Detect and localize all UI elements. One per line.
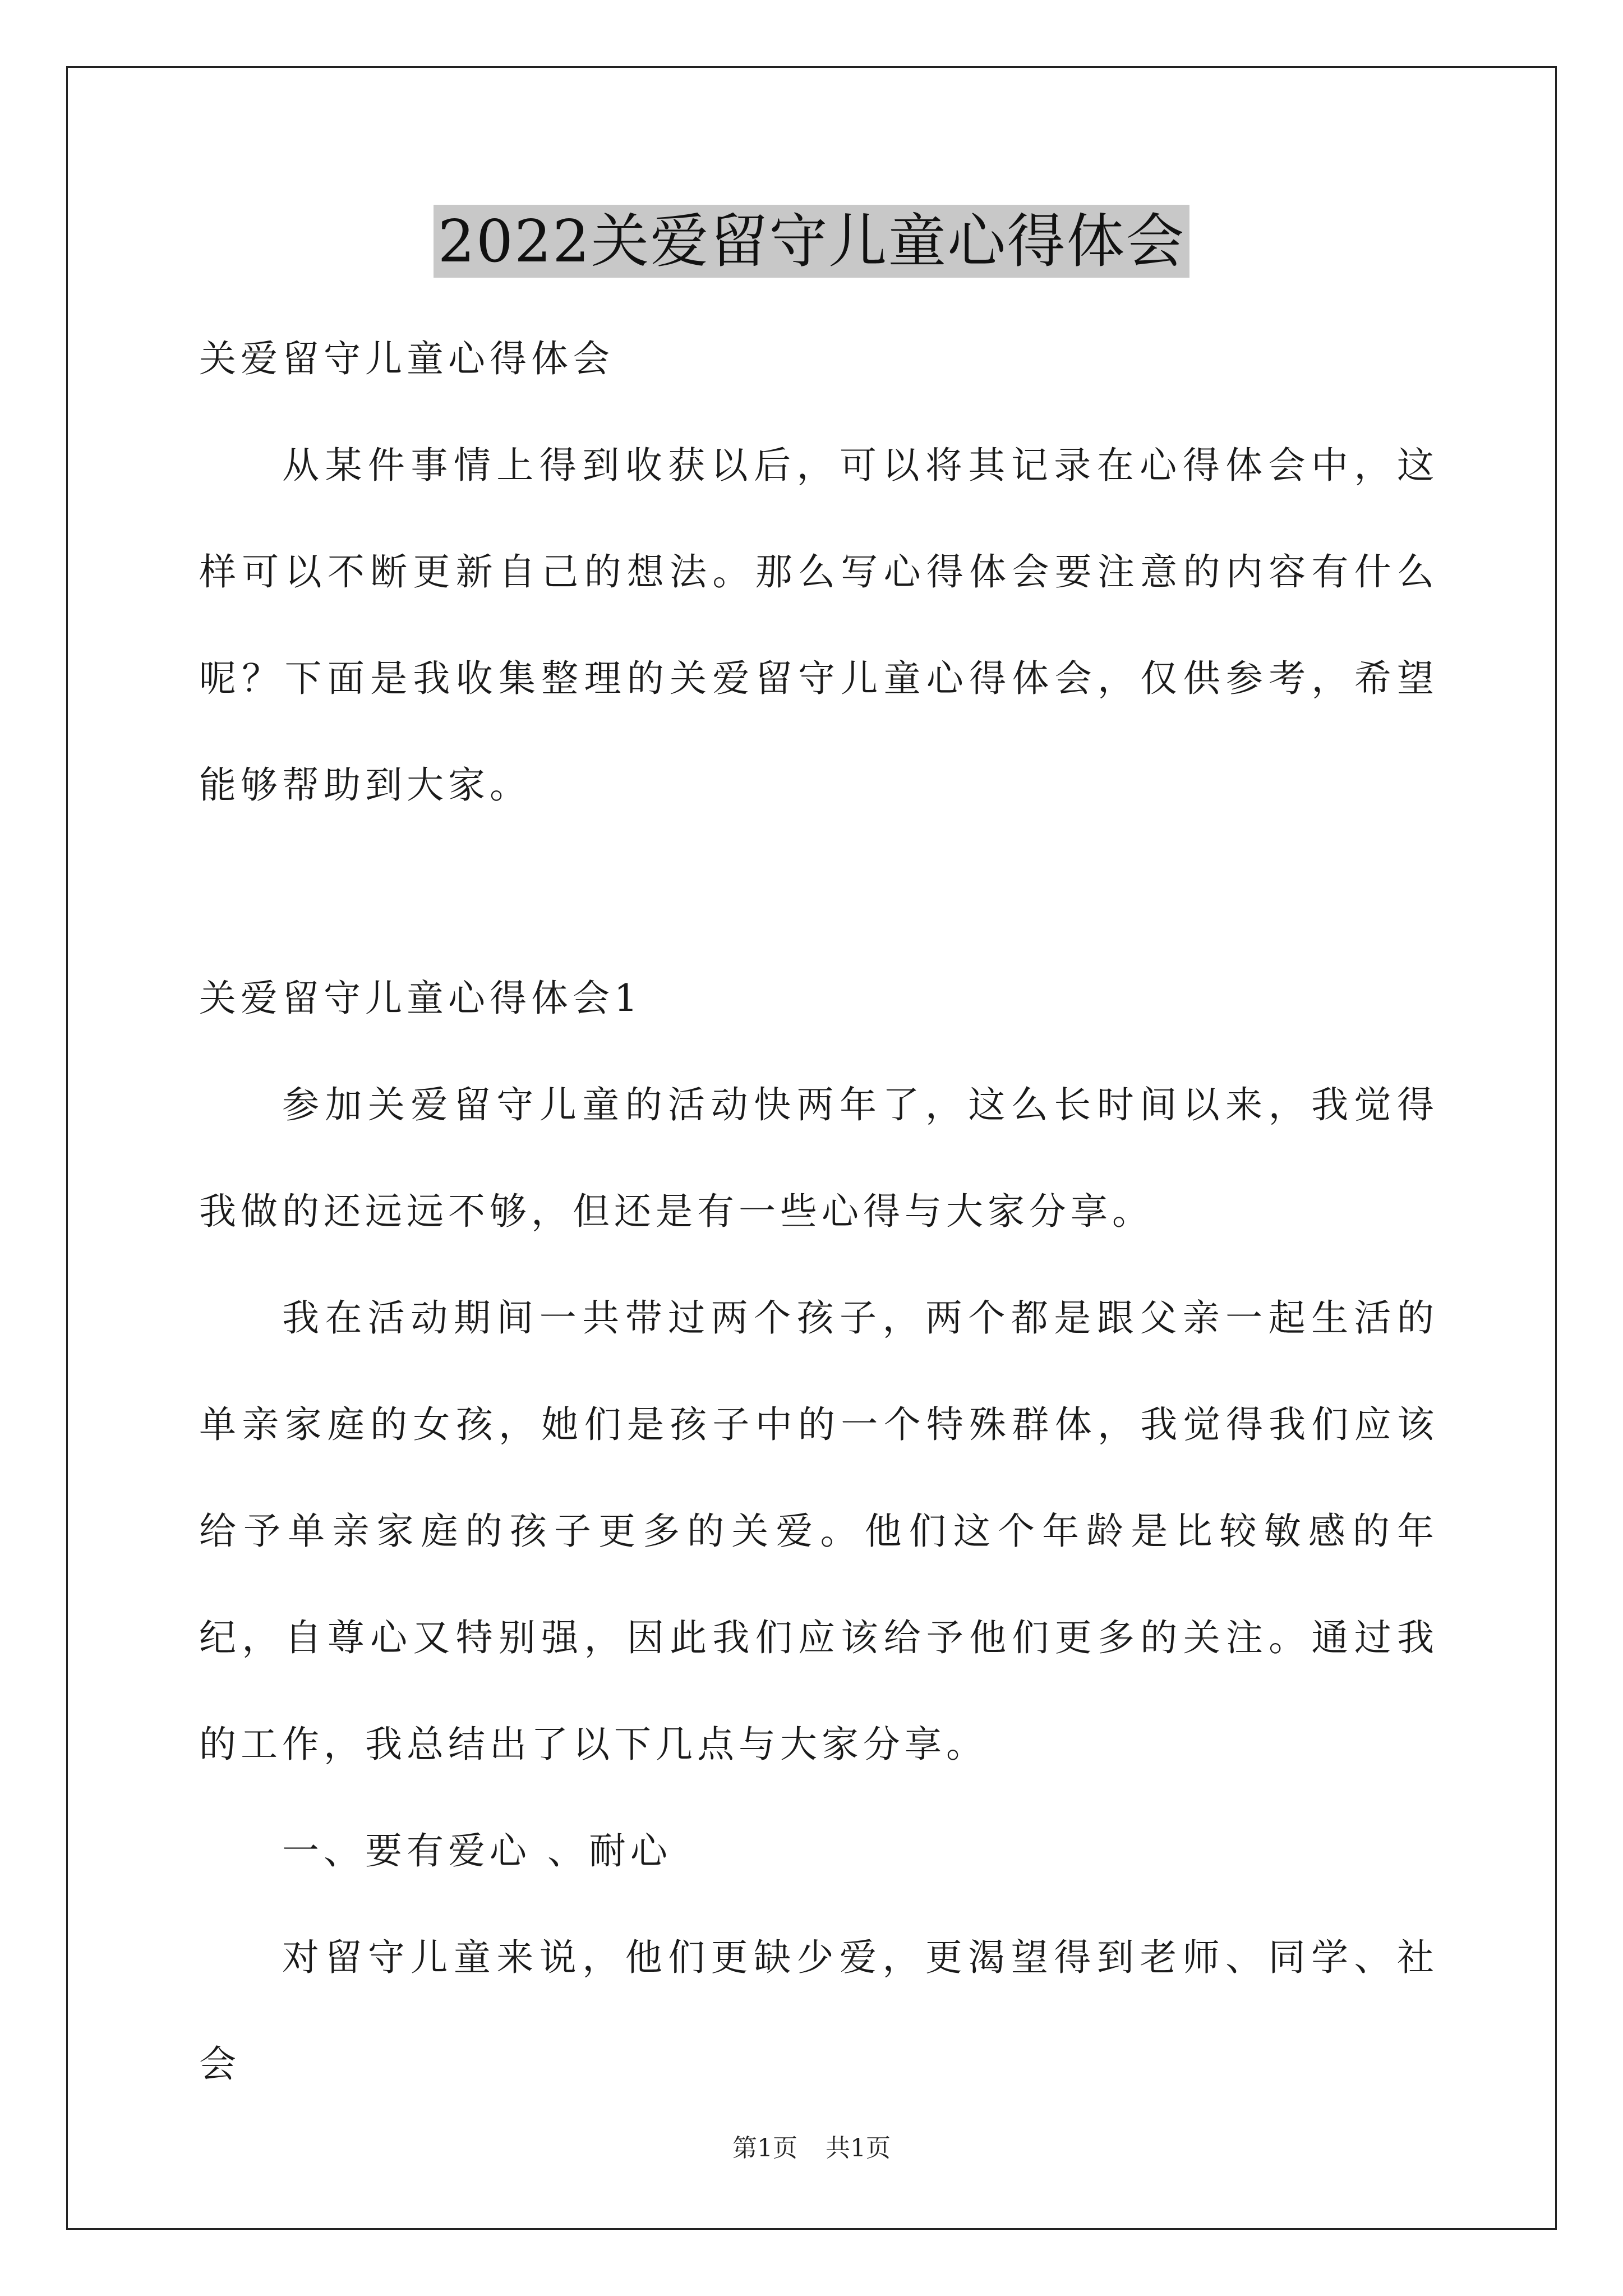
intro-paragraph: 从某件事情上得到收获以后，可以将其记录在心得体会中，这样可以不断更新自己的想法。那么写心得体会要注意的内容有什么呢？下面是我收集整理的关爱留守儿童心得体会，仅供参考，希望能够帮助到大家。 bbox=[199, 444, 1438, 807]
body-paragraph: 我在活动期间一共带过两个孩子，两个都是跟父亲一起生活的单亲家庭的女孩，她们是孩子中的一个特殊群体，我觉得我们应该给予单亲家庭的孩子更多的关爱。他们这个年龄是比较敏感的年纪，自尊心又特别强，因此我们应该给予他们更多的关注。通过我的工作，我总结出了以下几点与大家分享。 bbox=[199, 1296, 1438, 1766]
page-total: 共1页 bbox=[826, 2134, 891, 2162]
body-paragraph: 对留守儿童来说，他们更缺少爱，更渴望得到老师、同学、社会 bbox=[199, 1936, 1438, 2086]
section-heading: 关爱留守儿童心得体会1 bbox=[199, 977, 642, 1020]
page-number: 第1页 bbox=[732, 2134, 797, 2162]
subsection-heading: 一、要有爱心 、耐心 bbox=[282, 1829, 672, 1872]
body-paragraph: 参加关爱留守儿童的活动快两年了，这么长时间以来，我觉得我做的还远远不够，但还是有一些心得与大家分享。 bbox=[199, 1083, 1438, 1233]
document-title: 2022关爱留守儿童心得体会 bbox=[434, 205, 1190, 278]
document-body bbox=[199, 306, 1438, 2118]
document-subtitle: 关爱留守儿童心得体会 bbox=[199, 337, 614, 380]
title-container bbox=[0, 205, 1623, 278]
page-footer bbox=[0, 2132, 1623, 2165]
